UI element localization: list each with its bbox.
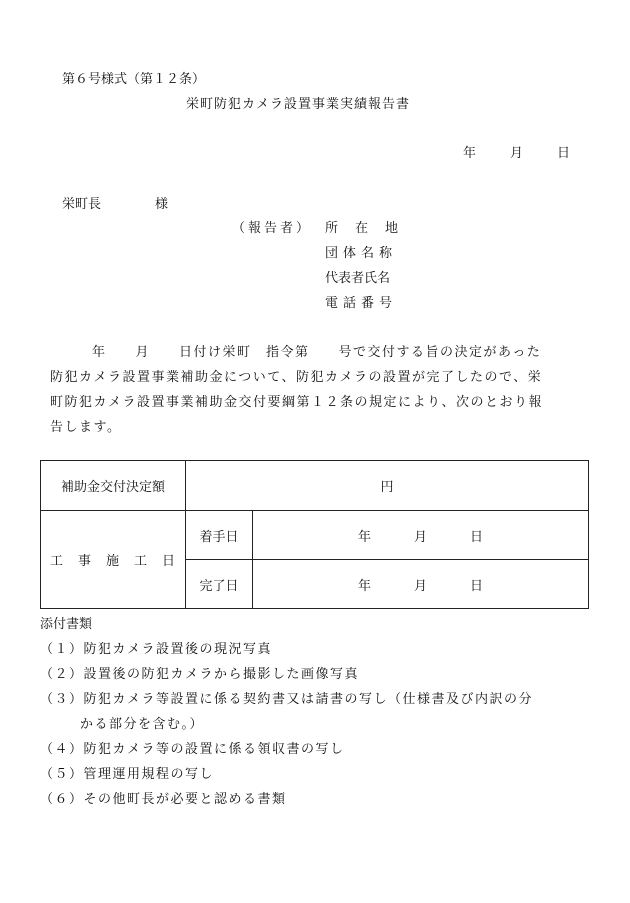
body-line-2: 防犯カメラ設置事業補助金について、防犯カメラの設置が完了したので、栄 [50,370,543,385]
end-date-cell [253,560,589,609]
start-label-cell [186,511,253,560]
end-day: 日 [469,578,483,594]
addressee-honorific: 様 [155,197,169,212]
date-month-label: 月 [510,146,524,161]
attachments-heading: 添付書類 [40,617,93,632]
reporter-label: （報告者） [232,221,313,236]
reporter-field-representative: 代表者氏名 [325,271,391,286]
body-line-1: 年 月 日付け栄町 指令第 号で交付する旨の決定があった [92,345,542,360]
form-number: 第６号様式（第１２条） [62,72,206,87]
construction-date-label: 工 事 施 工 日 [49,554,176,569]
body-line-3: 町防犯カメラ設置事業補助金交付要綱第１２条の規定により、次のとおり報 [50,395,544,410]
attachment-item-5: （５）管理運用規程の写し [40,767,215,782]
reporter-field-phone: 電話番号 [325,296,398,311]
start-date-cell [253,511,589,560]
subsidy-unit: 円 [380,480,394,495]
body-line-4: 告します。 [50,420,122,435]
construction-date-label-cell [41,511,186,609]
subsidy-amount-cell [186,461,589,511]
end-month: 月 [413,578,427,594]
start-year: 年 [357,529,371,545]
end-label-cell [186,560,253,609]
attachment-item-4: （４）防犯カメラ等の設置に係る領収書の写し [40,742,345,757]
start-date-label: 着手日 [199,529,239,545]
attachment-item-3: （３）防犯カメラ等設置に係る契約書又は請書の写し（仕様書及び内訳の分 [40,692,534,707]
date-year-label: 年 [463,146,477,161]
subsidy-table [40,460,589,609]
attachment-item-1: （１）防犯カメラ設置後の現況写真 [40,642,273,657]
reporter-field-address: 所 在 地 [325,221,401,236]
reporter-field-organization: 団体名称 [325,246,398,261]
attachment-item-2: （２）設置後の防犯カメラから撮影した画像写真 [40,667,360,682]
end-date-label: 完了日 [199,578,239,594]
subsidy-label-cell [41,461,186,511]
addressee-name: 栄町長 [62,197,102,212]
start-day: 日 [469,529,483,545]
date-day-label: 日 [557,146,571,161]
attachment-item-6: （６）その他町長が必要と認める書類 [40,792,287,807]
document-title: 栄町防犯カメラ設置事業実績報告書 [186,97,411,112]
subsidy-label: 補助金交付決定額 [60,480,165,495]
end-year: 年 [357,578,371,594]
attachment-item-3-continued: かる部分を含む。） [80,717,205,732]
start-month: 月 [413,529,427,545]
